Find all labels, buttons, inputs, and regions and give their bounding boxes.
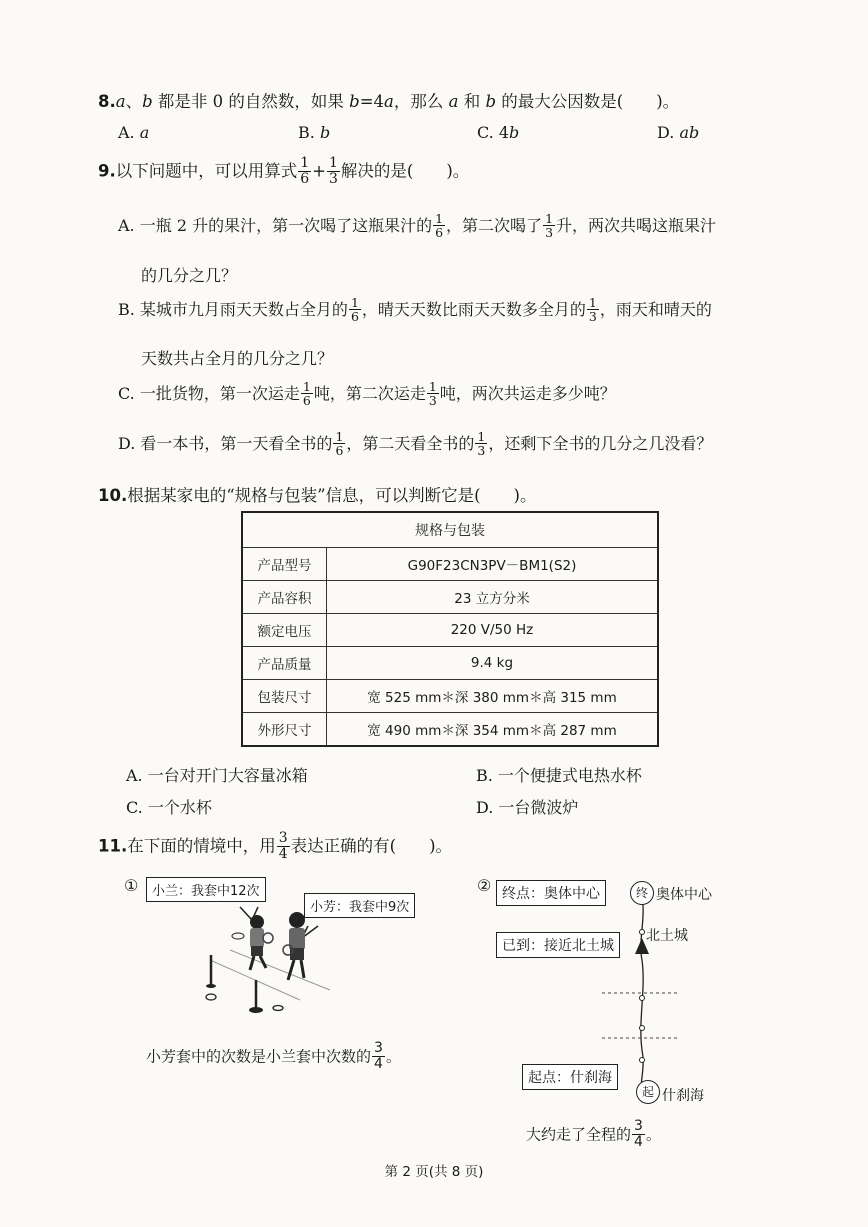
spec-key: 产品容积 [242, 581, 327, 614]
spec-table-title: 规格与包装 [242, 512, 658, 548]
fraction-three-quarters: $\frac{3}{4}$ [374, 1040, 383, 1072]
fraction-one-sixth: $\frac{1}{6}$ [350, 295, 359, 325]
spec-key: 外形尺寸 [242, 713, 327, 747]
spec-key: 包装尺寸 [242, 680, 327, 713]
table-row [242, 614, 658, 647]
fraction-three-quarters: $\frac{3}{4}$ [634, 1118, 643, 1150]
fraction-three-quarters: $\frac{3}{4}$ [278, 830, 288, 862]
spec-key: 额定电压 [242, 614, 327, 647]
question-11-stem: 11.在下面的情境中，用 $\frac{3}{4}$ 表达正确的有( )。 [98, 830, 453, 862]
speech-bubble-xiaolan: 小兰：我套中12次 [146, 877, 266, 902]
question-10-stem: 10.根据某家电的“规格与包装”信息，可以判断它是( )。 [98, 486, 537, 505]
ring-toss-illustration [170, 900, 420, 1050]
end-point-circle: 终 [630, 881, 654, 905]
spec-value: 9.4 kg [327, 647, 659, 680]
spec-value: G90F23CN3PV－BM1(S2) [327, 548, 659, 581]
question-11-number: 11. [98, 836, 128, 856]
fraction-one-third: $\frac{1}{3}$ [477, 429, 486, 459]
question-9-option-d[interactable]: D. 看一本书，第一天看全书的 $\frac{1}{6}$ ，第二天看全书的 $\frac{1}{3}$ ，还剩下全书的几分之几没看？ [118, 429, 713, 459]
fraction-one-third: $\frac{1}{3}$ [428, 379, 437, 409]
spec-value: 宽 525 mm＊深 380 mm＊高 315 mm [327, 680, 659, 713]
question-9-option-b-line2: 天数共占全月的几分之几？ [141, 349, 334, 368]
table-row [242, 548, 658, 581]
speech-bubble-xiaofang: 小芳：我套中9次 [304, 893, 415, 918]
question-9-number: 9. [98, 161, 116, 181]
question-8-number: 8. [98, 92, 116, 111]
question-8-stem: 8.a、b 都是非 0 的自然数，如果 b=4a，那么 a 和 b 的最大公因数是( )。 [98, 92, 680, 111]
fraction-one-sixth: $\frac{1}{6}$ [335, 429, 344, 459]
fraction-one-third: $\frac{1}{3}$ [545, 211, 554, 241]
spec-value: 宽 490 mm＊深 354 mm＊高 287 mm [327, 713, 659, 747]
spec-key: 产品型号 [242, 548, 327, 581]
scenario-2-caption: 大约走了全程的 $\frac{3}{4}$ 。 [526, 1118, 661, 1150]
scenario-1-marker: ① [124, 876, 139, 895]
question-8-option-b[interactable]: B. b [298, 123, 331, 142]
spec-table [241, 511, 659, 747]
spec-value: 220 V/50 Hz [327, 614, 659, 647]
fraction-one-sixth: $\frac{1}{6}$ [435, 211, 444, 241]
question-10-option-a[interactable]: A. 一台对开门大容量冰箱 [126, 766, 308, 785]
table-row [242, 647, 658, 680]
start-point-circle: 起 [636, 1080, 660, 1104]
question-9-option-c[interactable]: C. 一批货物，第一次运走 $\frac{1}{6}$ 吨，第二次运走 $\frac{1}{3}$ 吨，两次共运走多少吨？ [118, 379, 616, 409]
question-10-number: 10. [98, 486, 128, 505]
scenario-1-caption: 小芳套中的次数是小兰套中次数的 $\frac{3}{4}$ 。 [146, 1040, 401, 1072]
scenario-2-marker: ② [477, 876, 492, 895]
middle-stop-place: 北土城 [646, 928, 688, 944]
table-row [242, 581, 658, 614]
question-8-option-c[interactable]: C. 4b [477, 123, 520, 142]
spec-key: 产品质量 [242, 647, 327, 680]
start-point-place: 什刹海 [662, 1088, 704, 1104]
end-point-box: 终点：奥体中心 [496, 880, 606, 906]
end-point-place: 奥体中心 [656, 887, 712, 903]
question-10-option-b[interactable]: B. 一个便捷式电热水杯 [476, 766, 642, 785]
question-9-option-a-line2: 的几分之几？ [141, 266, 238, 285]
spec-value: 23 立方分米 [327, 581, 659, 614]
question-9-stem: 9.以下问题中，可以用算式 $\frac{1}{6}$ + $\frac{1}{3}$ 解决的是( )。 [98, 155, 470, 187]
start-point-box: 起点：什刹海 [522, 1064, 618, 1090]
question-10-option-d[interactable]: D. 一台微波炉 [476, 798, 579, 817]
question-8-option-d[interactable]: D. ab [657, 123, 700, 142]
question-8-option-a[interactable]: A. a [118, 123, 150, 142]
page-footer: 第 2 页(共 8 页) [384, 1164, 484, 1180]
fraction-one-sixth: $\frac{1}{6}$ [302, 379, 311, 409]
question-9-option-b[interactable]: B. 某城市九月雨天天数占全月的 $\frac{1}{6}$ ，晴天天数比雨天天数多全月的 $\frac{1}{3}$ ，雨天和晴天的 [118, 295, 712, 325]
fraction-one-sixth: $\frac{1}{6}$ [300, 155, 310, 187]
fraction-one-third: $\frac{1}{3}$ [329, 155, 338, 187]
question-9-option-a[interactable]: A. 一瓶 2 升的果汁，第一次喝了这瓶果汁的 $\frac{1}{6}$ ，第二次喝了 $\frac{1}{3}$ 升，两次共喝这瓶果汁 [118, 211, 717, 241]
question-10-option-c[interactable]: C. 一个水杯 [126, 798, 212, 817]
fraction-one-third: $\frac{1}{3}$ [588, 295, 597, 325]
table-row [242, 680, 658, 713]
current-position-box: 已到：接近北土城 [496, 932, 620, 958]
table-row [242, 713, 658, 747]
